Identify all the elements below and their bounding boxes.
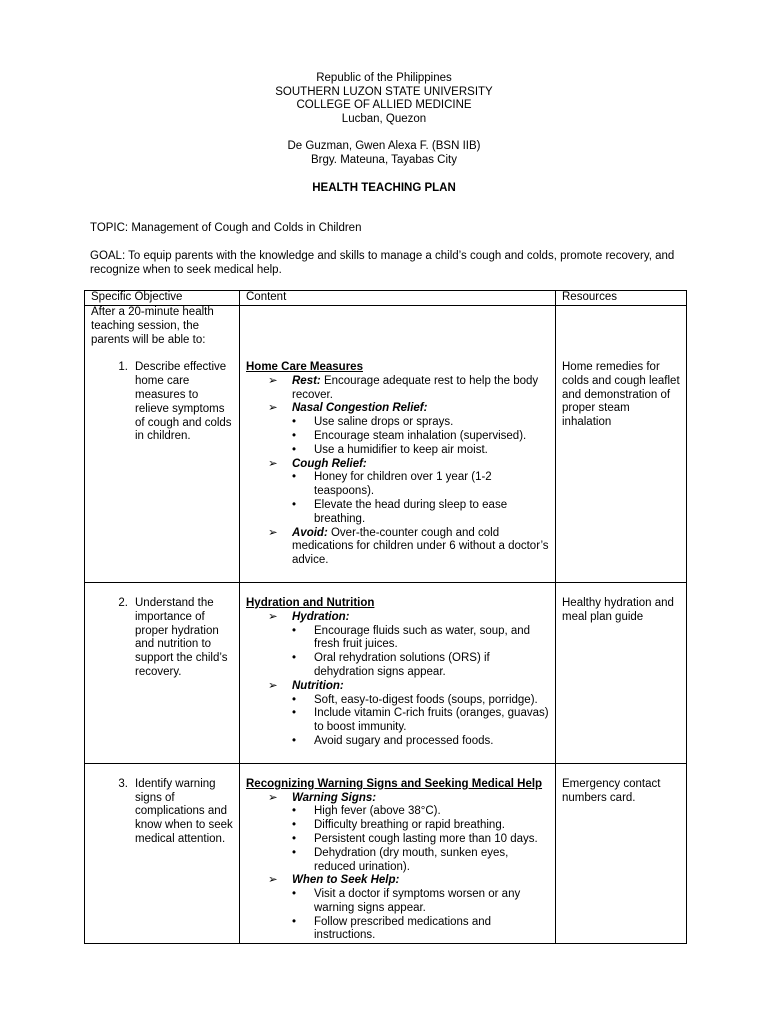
- content-cell: [240, 763, 556, 944]
- objective-item: [91, 361, 233, 444]
- topic-line: TOPIC: Management of Cough and Colds in Children: [90, 222, 362, 234]
- bullet-text: Encourage fluids such as water, soup, and fresh fruit juices.: [314, 624, 531, 651]
- arrow-bullet-icon: ➢: [268, 402, 278, 415]
- section-text: Over-the-counter cough and cold medications for children under 6 without a doctor’s advice.: [292, 526, 549, 567]
- bullet-item: [246, 805, 549, 819]
- section-text: Encourage adequate rest to help the body recover.: [292, 374, 539, 401]
- objective-text: Describe effective home care measures to relieve symptoms of cough and colds in children.: [135, 361, 232, 443]
- table-row: [85, 306, 687, 583]
- arrow-bullet-icon: ➢: [268, 374, 278, 387]
- content-section: [246, 611, 549, 625]
- resources-cell: [556, 582, 687, 763]
- bullet-dot-icon: [292, 652, 314, 680]
- section-label: Cough Relief:: [292, 457, 367, 470]
- bullet-dot-icon: [292, 847, 314, 875]
- header-line: SOUTHERN LUZON STATE UNIVERSITY: [275, 85, 493, 98]
- bullet-dot-icon: [292, 625, 314, 653]
- bullet-text: Honey for children over 1 year (1-2 teaspoons).: [314, 471, 492, 498]
- author-block: [0, 140, 768, 167]
- section-label: Nasal Congestion Relief:: [292, 402, 428, 415]
- table-row: [85, 763, 687, 944]
- arrow-bullet-icon: ➢: [268, 874, 278, 887]
- bullet-item: [246, 694, 549, 708]
- bullet-text: Elevate the head during sleep to ease breathing.: [314, 498, 508, 525]
- bullet-item: [246, 471, 549, 499]
- objective-text: Understand the importance of proper hydration and nutrition to support the child’s recovery.: [135, 596, 228, 678]
- bullet-text: Soft, easy-to-digest foods (soups, porridge).: [314, 693, 538, 706]
- bullet-dot-icon: [292, 833, 314, 847]
- bullet-dot-icon: [292, 735, 314, 749]
- bullet-item: [246, 430, 549, 444]
- bullet-item: [246, 916, 549, 944]
- goal-paragraph: GOAL: To equip parents with the knowledge and skills to manage a child’s cough and colds, promote recovery, and recognize when to seek medical help.: [90, 250, 675, 276]
- objective-intro: After a 20-minute health teaching session, the parents will be able to:: [91, 306, 214, 346]
- objective-cell: [85, 582, 240, 763]
- header-line: Lucban, Quezon: [341, 112, 427, 125]
- arrow-bullet-icon: ➢: [268, 679, 278, 692]
- bullet-dot-icon: [292, 707, 314, 735]
- column-header: Resources: [556, 291, 687, 306]
- resources-text: Home remedies for colds and cough leaflet and demonstration of proper steam inhalation: [562, 361, 680, 429]
- content-heading: Recognizing Warning Signs and Seeking Medical Help: [246, 777, 543, 790]
- content-section: [246, 680, 549, 694]
- objective-cell: [85, 306, 240, 583]
- content-cell: [240, 306, 556, 583]
- content-heading: Hydration and Nutrition: [246, 596, 375, 609]
- bullet-item: [246, 833, 549, 847]
- bullet-text: Follow prescribed medications and instructions.: [314, 915, 492, 942]
- author-name: De Guzman, Gwen Alexa F. (BSN IIB): [287, 140, 481, 152]
- section-label: Hydration:: [292, 610, 350, 623]
- content-section: [246, 375, 549, 403]
- bullet-dot-icon: [292, 694, 314, 708]
- header-line: Republic of the Philippines: [316, 72, 452, 84]
- resources-cell: [556, 306, 687, 583]
- section-label: Warning Signs:: [292, 791, 377, 804]
- bullet-item: [246, 444, 549, 458]
- objective-item: [91, 597, 233, 680]
- arrow-bullet-icon: ➢: [268, 526, 278, 539]
- page-title: HEALTH TEACHING PLAN: [312, 182, 456, 194]
- bullet-text: Difficulty breathing or rapid breathing.: [314, 819, 505, 832]
- objective-number: 1.: [118, 361, 128, 374]
- bullet-text: Encourage steam inhalation (supervised).: [314, 429, 527, 442]
- bullet-item: [246, 625, 549, 653]
- bullet-text: Include vitamin C-rich fruits (oranges, guavas) to boost immunity.: [314, 707, 549, 734]
- section-label: Avoid:: [292, 526, 328, 539]
- bullet-dot-icon: [292, 916, 314, 944]
- teaching-plan-table: [84, 290, 687, 944]
- content-section: [246, 874, 549, 888]
- content-section: [246, 402, 549, 416]
- bullet-text: Dehydration (dry mouth, sunken eyes, reduced urination).: [314, 846, 509, 873]
- bullet-dot-icon: [292, 499, 314, 527]
- objective-number: 2.: [118, 596, 128, 609]
- content-section: [246, 458, 549, 472]
- arrow-bullet-icon: ➢: [268, 791, 278, 804]
- bullet-dot-icon: [292, 430, 314, 444]
- resources-text: Healthy hydration and meal plan guide: [562, 596, 674, 623]
- institution-header: [0, 72, 768, 126]
- objective-cell: [85, 763, 240, 944]
- bullet-text: Use a humidifier to keep air moist.: [314, 443, 488, 456]
- content-section: [246, 527, 549, 568]
- bullet-dot-icon: [292, 471, 314, 499]
- objective-text: Identify warning signs of complications and know when to seek medical attention.: [135, 777, 233, 845]
- bullet-text: Avoid sugary and processed foods.: [314, 734, 494, 747]
- bullet-text: Visit a doctor if symptoms worsen or any warning signs appear.: [314, 888, 521, 914]
- bullet-dot-icon: [292, 888, 314, 916]
- section-label: Rest:: [292, 374, 321, 387]
- arrow-bullet-icon: ➢: [268, 457, 278, 470]
- column-header: Content: [240, 291, 556, 306]
- table-header-row: [85, 291, 687, 306]
- bullet-dot-icon: [292, 416, 314, 430]
- section-label: Nutrition:: [292, 679, 344, 692]
- bullet-item: [246, 652, 549, 680]
- table-row: [85, 582, 687, 763]
- header-line: COLLEGE OF ALLIED MEDICINE: [296, 99, 472, 112]
- bullet-item: [246, 416, 549, 430]
- bullet-dot-icon: [292, 444, 314, 458]
- resources-text: Emergency contact numbers card.: [562, 777, 661, 804]
- bullet-item: [246, 847, 549, 875]
- bullet-text: Use saline drops or sprays.: [314, 416, 454, 429]
- bullet-item: [246, 707, 549, 735]
- content-heading: Home Care Measures: [246, 361, 363, 373]
- bullet-text: Persistent cough lasting more than 10 days.: [314, 832, 538, 845]
- content-cell: [240, 582, 556, 763]
- author-address: Brgy. Mateuna, Tayabas City: [311, 153, 457, 166]
- bullet-item: [246, 499, 549, 527]
- objective-number: 3.: [118, 777, 128, 790]
- section-label: When to Seek Help:: [292, 874, 400, 887]
- bullet-dot-icon: [292, 819, 314, 833]
- content-section: [246, 792, 549, 806]
- bullet-item: [246, 735, 549, 749]
- bullet-dot-icon: [292, 805, 314, 819]
- arrow-bullet-icon: ➢: [268, 610, 278, 623]
- bullet-text: High fever (above 38°C).: [314, 805, 441, 818]
- bullet-item: [246, 819, 549, 833]
- bullet-text: Oral rehydration solutions (ORS) if dehydration signs appear.: [314, 652, 490, 678]
- objective-item: [91, 778, 233, 847]
- resources-cell: [556, 763, 687, 944]
- bullet-item: [246, 888, 549, 916]
- column-header: Specific Objective: [85, 291, 240, 306]
